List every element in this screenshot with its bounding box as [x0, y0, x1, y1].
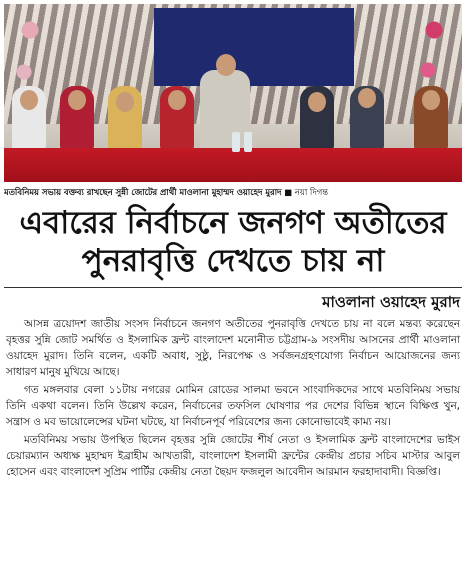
- attendee-head: [358, 88, 376, 108]
- headline-line-2: পুনরাবৃত্তি দেখতে চায় না: [81, 243, 385, 279]
- attendee-head: [116, 92, 134, 112]
- headline-line-1: এবারের নির্বাচনে জনগণ অতীতের: [19, 205, 447, 241]
- article-body: [6, 316, 460, 482]
- attendee-head: [308, 92, 326, 112]
- attendee-head: [168, 90, 186, 110]
- caption-text: মতবিনিময় সভায় বক্তব্য রাখছেন সুন্নী জোটের প্রার্থী মাওলানা মুহাম্মদ ওয়াহেদ মুরাদ: [4, 187, 282, 197]
- projector-screen: [154, 8, 354, 86]
- photo-caption: [4, 184, 462, 200]
- caption-source: ■ নয়া দিগন্ত: [284, 187, 328, 197]
- water-bottle: [244, 132, 252, 152]
- attendee-head: [422, 90, 440, 110]
- red-table-cloth: [4, 148, 462, 182]
- paragraph: গত মঙ্গলবার বেলা ১১টায় নগরের মোমিন রোডের সালমা ভবনে সাংবাদিকদের সাথে মতবিনিময় সভায় তিনি একথা বলেন। তিনি উল্লেখ করেন, নির্বাচনের তফসিল ঘোষণার পর দেশের বিভিন্ন স্থানে বিক্ষিপ্ত খুন, সন্ত্রাস ও মব ভায়োলেন্সের ঘটনা ঘটছে, যা নির্বাচনপূর্ব পরিবেশের জন্য কোনোভাবেই কাম্য নয়।: [6, 384, 460, 428]
- paragraph: মতবিনিময় সভায় উপস্থিত ছিলেন বৃহত্তর সুন্নি জোটের শীর্ষ নেতা ও ইসলামিক ফ্রন্ট বাংলাদেশের ভাইস চেয়ারম্যান অধ্যক্ষ মুহাম্মদ ইব্রাহীম আখতারী, বাংলাদেশ ইসলামী ফ্রন্টের কেন্দ্রীয় প্রচার সচিব মাস্টার আবুল হোসেন এবং বাংলাদেশ সুপ্রিম পার্টির কেন্দ্রীয় নেতা ছৈয়দ ফজলুল আবেদীন আরমান ফরহাদাবাদী। বিজ্ঞপ্তি।: [6, 434, 460, 478]
- water-bottle: [232, 132, 240, 152]
- headline-rule: [4, 287, 462, 288]
- byline: মাওলানা ওয়াহেদ মুরাদ: [322, 293, 460, 311]
- headline: [4, 204, 462, 280]
- speaker-head: [216, 54, 236, 76]
- attendee-head: [68, 90, 86, 110]
- attendee-head: [20, 90, 38, 110]
- speaker-figure: [200, 70, 250, 160]
- paragraph: আসন্ন ত্রয়োদশ জাতীয় সংসদ নির্বাচনে জনগণ অতীতের পুনরাবৃত্তি দেখতে চায় না বলে মন্তব্য করেছেন বৃহত্তর সুন্নি জোট সমর্থিত ও ইসলামিক ফ্রন্ট বাংলাদেশ মনোনীত চট্টগ্রাম-৯ সংসদীয় আসনের প্রার্থী মাওলানা ওয়াহেদ মুরাদ। তিনি বলেন, একটি অবাধ, সুষ্ঠু, নিরপেক্ষ ও সর্বজনগ্রহণযোগ্য নির্বাচন আয়োজনের জন্য সাধারণ মানুষ মুখিয়ে আছে।: [6, 318, 460, 378]
- news-photo: [4, 4, 462, 182]
